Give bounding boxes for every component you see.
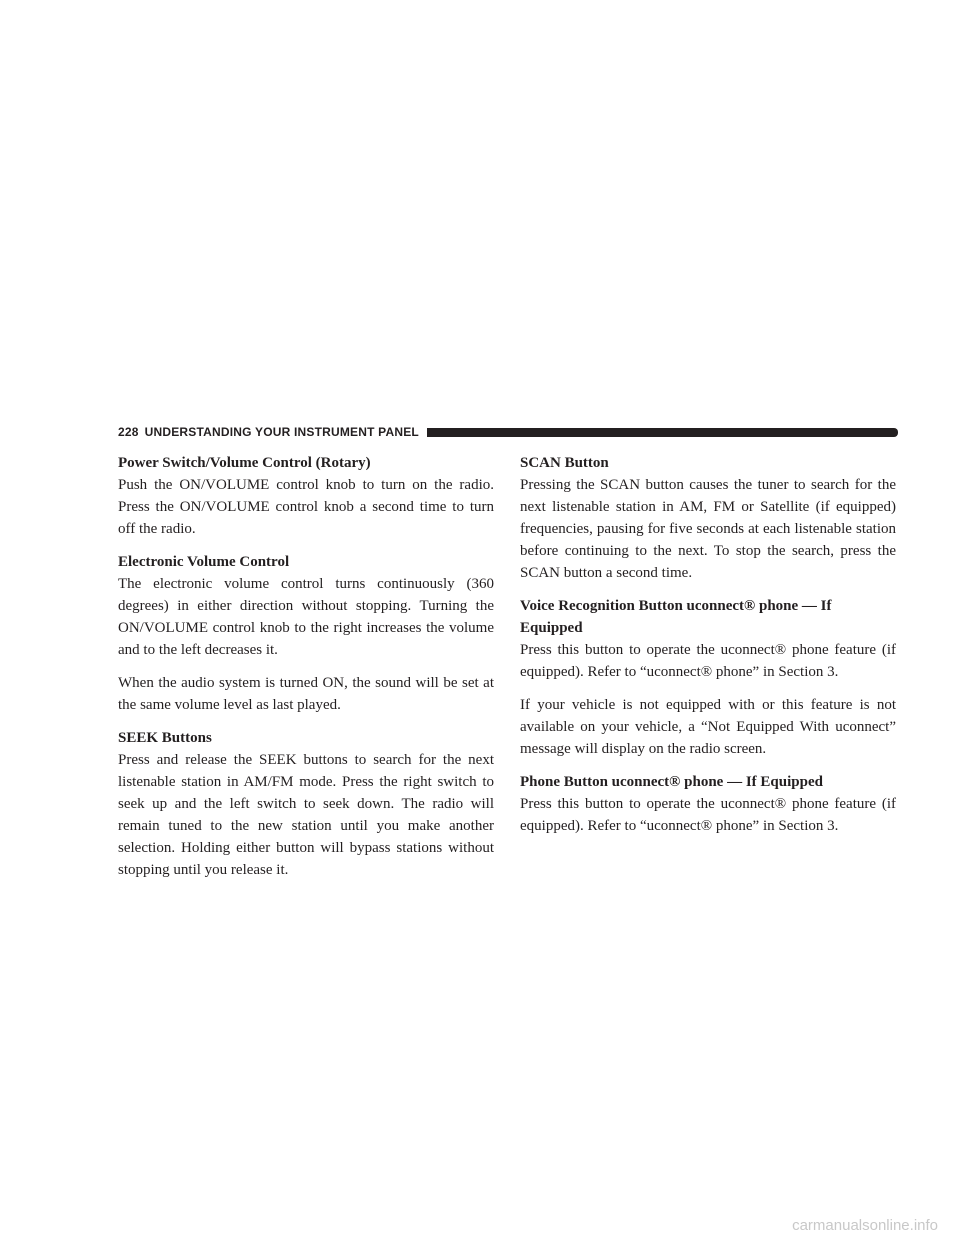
- page-number: 228: [118, 425, 139, 439]
- phone-button-text: Press this button to operate the uconnect® phone feature (if equipped). Refer to “uconnect® phone” in Section 3.: [520, 796, 896, 834]
- volume-control-section: [118, 551, 494, 716]
- voice-recognition-section: [520, 595, 896, 760]
- power-switch-section: [118, 452, 494, 540]
- power-switch-heading: Power Switch/Volume Control (Rotary): [118, 455, 371, 471]
- volume-level-text: When the audio system is turned ON, the sound will be set at the same volume level as last played.: [118, 675, 494, 713]
- scan-button-text: Pressing the SCAN button causes the tuner to search for the next listenable station in AM, FM or Satellite (if equipped) frequencies, pausing for five seconds at each listenable station before continuing to the next. To stop the search, press the SCAN button a second time.: [520, 477, 896, 581]
- header-rule: [427, 428, 898, 437]
- voice-recognition-text: Press this button to operate the uconnect® phone feature (if equipped). Refer to “uconnect® phone” in Section 3.: [520, 642, 896, 680]
- left-column: [118, 452, 494, 892]
- scan-button-section: [520, 452, 896, 584]
- phone-button-section: [520, 771, 896, 837]
- scan-button-heading: SCAN Button: [520, 455, 609, 471]
- page-header: [118, 424, 898, 440]
- power-switch-text: Push the ON/VOLUME control knob to turn on the radio. Press the ON/VOLUME control knob a second time to turn off the radio.: [118, 477, 494, 537]
- volume-control-heading: Electronic Volume Control: [118, 554, 290, 570]
- seek-buttons-text: Press and release the SEEK buttons to search for the next listenable station in AM/FM mode. Press the right switch to seek up and the left switch to seek down. The radio will remain tuned to the new station until you make another selection. Holding either button will bypass stations without stopping until you release it.: [118, 752, 494, 878]
- right-column: [520, 452, 896, 848]
- phone-button-heading: Phone Button uconnect® phone — If Equipped: [520, 774, 823, 790]
- seek-buttons-section: [118, 727, 494, 881]
- volume-control-text: The electronic volume control turns continuously (360 degrees) in either direction without stopping. Turning the ON/VOLUME control knob to the right increases the volume and to the left decreases it.: [118, 576, 494, 658]
- section-title: UNDERSTANDING YOUR INSTRUMENT PANEL: [144, 425, 419, 439]
- seek-buttons-heading: SEEK Buttons: [118, 730, 212, 746]
- watermark: carmanualsonline.info: [792, 1217, 938, 1234]
- not-equipped-text: If your vehicle is not equipped with or this feature is not available on your vehicle, a “Not Equipped With uconnect” message will display on the radio screen.: [520, 697, 896, 757]
- voice-recognition-heading: Voice Recognition Button uconnect® phone — If Equipped: [520, 598, 832, 636]
